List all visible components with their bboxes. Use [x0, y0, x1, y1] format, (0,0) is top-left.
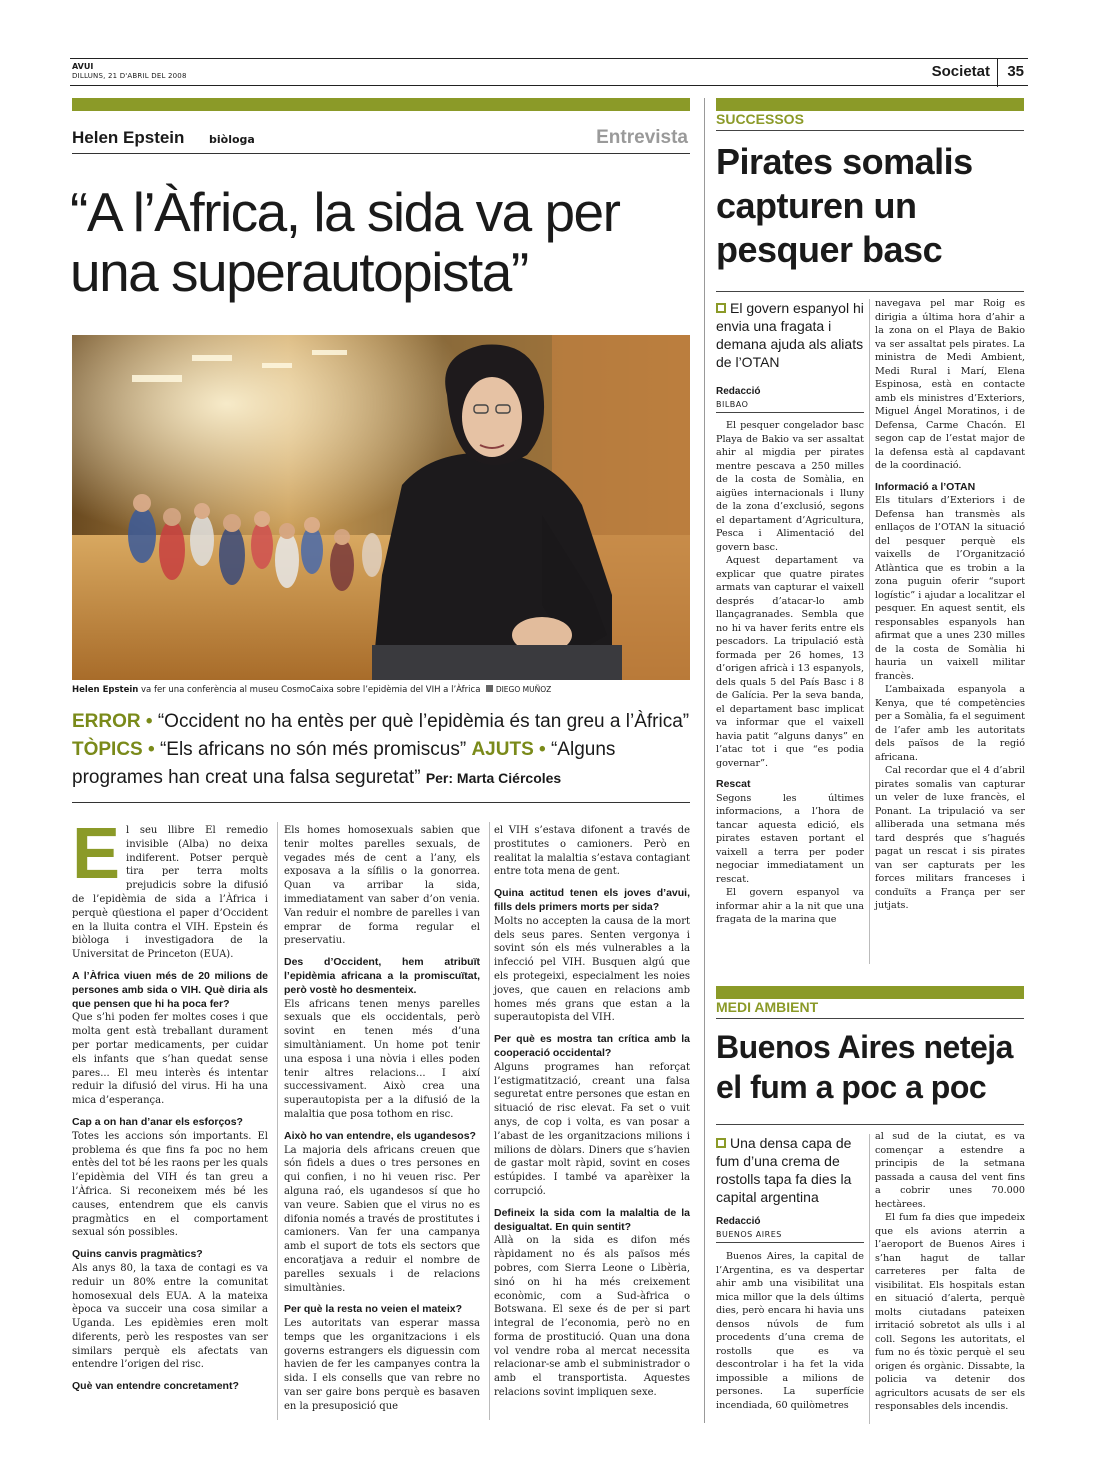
- buenos-summary-text: Una densa capa de fum d’una crema de rostolls tapa fa dies la capital argentina: [716, 1135, 852, 1205]
- deck-bullet-icon: •: [140, 711, 158, 732]
- summary-square-icon: [716, 303, 726, 313]
- article-type: Entrevista: [596, 127, 688, 148]
- paragraph: navegava pel mar Roig es dirigia a última hora d’ahir a la zona on el Playa de Bakio va ser assaltat pels pirates. La ministra de Medi Ambient, Medi Rural i Marí, Elena Espinosa, està en contacte amb els ministres d’Exteriors, Miguel Ángel Moratinos, i de Defensa, Carme Chacón. El segon cap de l’estat major de la defensa està al capdavant de la coordinació.: [875, 298, 1025, 471]
- subhead: Rescat: [716, 778, 751, 790]
- paragraph: El fum fa dies que impedeix que els avions aterrin a l’aeroport de Buenos Aires i s’han hagut de tallar carreteres per falta de visibilitat. Els hospitals estan en situació d’alerta, perquè molts ciutadans pateixen irritació sobretot als ulls i al coll. Segons les autoritats, el fum no és tòxic perquè el seu origen és orgànic. Dissabte, la policia va detenir dos agricultors acusats de ser els responsables dels incendis.: [875, 1212, 1025, 1412]
- answer: Les autoritats van esperar massa temps que les organitzacions i els governs estrangers els diguessin com havien de fer les campanyes contra la sida. I els consells que van rebre no van ser gaire bons perquè es basaven en la presuposició que: [284, 1318, 480, 1412]
- buenos-column-1: [716, 1250, 864, 1412]
- pirates-section-rule: [716, 130, 1024, 131]
- pirates-byline: Redacció: [716, 386, 761, 397]
- deck-text-error: “Occident no ha entès per què l’epidèmia és tan greu a l’Àfrica”: [157, 711, 690, 732]
- question: Què van entendre concretament?: [72, 1380, 239, 1393]
- question: A l’Àfrica viuen més de 20 milions de persones amb sida o VIH. Què diria als que pensen que hi ha poca fer?: [72, 969, 268, 1010]
- question: Això ho van entendre, els ugandesos?: [284, 1129, 476, 1142]
- caption-name: Helen Epstein: [72, 685, 139, 695]
- deck-label-ajuts: AJUTS: [471, 739, 534, 760]
- buenos-column-2: [875, 1130, 1025, 1414]
- buenos-top-bar: [716, 986, 1024, 999]
- buenos-byline-rule: [716, 1242, 864, 1243]
- deck-byline: Per: Marta Ciércoles: [425, 770, 562, 786]
- pirates-summary-text: El govern espanyol hi envia una fragata i demana ajuda als aliats de l’OTAN: [716, 300, 864, 370]
- paragraph: Cal recordar que el 4 d’abril pirates somalis van capturar un veler de luxe francès, el Ponant. La tripulació va ser alliberada una setmana més tard després que s’hagués pagat un rescat i sis pirates van ser capturats per les forces militars franceses i conduïts a França per ser jutjats.: [875, 765, 1025, 911]
- deck-text-topics: “Els africans no són més promiscus”: [159, 739, 467, 760]
- paragraph: El pesquer congelador basc Playa de Bakio va ser assaltat ahir al migdia per pirates mentre pescava a 250 milles de la costa de Somàlia, en aigües internacionals i lluny de la zona d’exclusió, segons el departament d’Agricultura, Pesca i Alimentació del govern basc.: [716, 420, 864, 553]
- interview-headline: “A l’Àfrica, la sida va per una superautopista”: [70, 181, 620, 303]
- paragraph: al sud de la ciutat, es va començar a estendre a principis de la setmana passada a causa del vent fins a cobrir unes 70.000 hectàrees.: [875, 1131, 1025, 1210]
- column-rule: [869, 1134, 870, 1424]
- pirates-dateline: BILBAO: [716, 400, 749, 409]
- interview-column-2: [284, 824, 480, 1414]
- issue-date: DILLUNS, 21 D'ABRIL DEL 2008: [72, 72, 187, 80]
- buenos-section-rule: [716, 1018, 1024, 1019]
- interview-kicker: [72, 126, 690, 154]
- masthead-divider: [997, 59, 998, 87]
- question: Quina actitud tenen els joves d’avui, fills dels primers morts per sida?: [494, 887, 690, 913]
- interview-intro: l seu llibre El remedio invisible (Alba) no deixa indiferent. Potser perquè tira per terra molts prejudicis sobre la difusió de l’epidèmia de sida a l’Àfrica i perquè qüestiona el paper d’Occident en la lluita contra el VIH. Epstein és biòloga i investigadora de la Universitat de Princeton (EUA).: [72, 825, 268, 961]
- answer: Molts no accepten la causa de la mort dels seus pares. Senten vergonya i sovint són els més vulnerables a la infecció pel VIH. Busquen algú que els protegeixi, especialment les noies joves, que cauen en relacions amb homes més grans que estan a la superautopista del VIH.: [494, 915, 690, 1024]
- pirates-top-bar: [716, 98, 1024, 111]
- buenos-headline: Buenos Aires neteja el fum a poc a poc: [716, 1029, 1013, 1105]
- paragraph: Aquest departament va explicar que quatre pirates armats van capturar el vaixell després d’atacar-lo amb llançagranades. Sembla que no hi va haver ferits entre els pescadors. La tripulació està formada per 26 homes, 13 d’origen africà i 13 espanyols, dels quals 5 del País Basc i 8 de Galícia. Per la seva banda, el departament basc implicat va informar que el vaixell havia patit “alguns danys” en l’atac tot i que “es podia governar”.: [716, 555, 864, 769]
- paragraph: Segons les últimes informacions, a l’hora de tancar aquesta edició, els pirates estaven portant el vaixell a terra per poder negociar immediatament un rescat.: [716, 792, 864, 885]
- masthead: [70, 58, 1028, 86]
- interview-top-bar: [72, 98, 690, 111]
- question: Cap a on han d’anar els esforços?: [72, 1115, 243, 1128]
- deck-label-topics: TÒPICS: [72, 739, 143, 760]
- answer: el VIH s’estava difonent a través de prostitutes o camioners. Però en realitat la malaltia s’estava contagiant entre tota mena de gent.: [494, 825, 690, 878]
- photo-credit: DIEGO MUÑOZ: [495, 685, 552, 694]
- pirates-summary: [716, 299, 864, 371]
- pirates-byline-rule: [716, 412, 864, 413]
- question: Per què la resta no veien el mateix?: [284, 1303, 462, 1316]
- deck-bullet-icon: •: [533, 739, 551, 760]
- column-rule: [489, 822, 490, 1420]
- question: Quins canvis pragmàtics?: [72, 1248, 203, 1261]
- interview-column-3: [494, 824, 690, 1400]
- buenos-section-label: MEDI AMBIENT: [716, 999, 819, 1015]
- paragraph: Els titulars d’Exteriors i de Defensa han transmès als enllaços de l’OTAN la situació del pesquer perquè els vaixells de l’Organització Atlàntica que es trobin a la zona puguin oferir “suport logístic” i ajudar a localitzar el pesquer. En aquest sentit, els responsables espanyols han afirmat que a unes 230 milles de la costa de Somàlia hi hauria un vaixell militar francès.: [875, 495, 1025, 682]
- paper-name: AVUI: [72, 62, 94, 71]
- column-rule: [277, 822, 278, 1420]
- paragraph: Buenos Aires, la capital de l’Argentina, es va despertar ahir amb una visibilitat una mica millor que la dels últims dies, però encara hi havia uns densos núvols de fum procedents d’una crema de rostolls que es va descontrolar i ha fet la vida impossible a milions de persones. La superfície incendiada, 60 quilòmetres: [716, 1251, 864, 1411]
- answer: Que s’hi poden fer moltes coses i que molta gent està treballant durament per portar medicaments, per cuidar els infants que s’han quedat sense pares... El meu interès és intentar reduir la difusió del virus. Hi ha una mica d’esperança.: [72, 1012, 268, 1107]
- pirates-column-1: [716, 419, 864, 927]
- page-number: 35: [1007, 63, 1024, 80]
- dropcap: E: [72, 814, 121, 894]
- interviewee-name: Helen Epstein: [72, 128, 185, 147]
- page-column-rule: [704, 98, 705, 1423]
- answer: Alguns programes han reforçat l’estigmatització, creant una falsa seguretat entre persones que estan en situació de risc elevat. Fa set o vuit anys, de cop i volta, es van posar a l’abast de les organitzacions milions i milions de dòlars. Diners que s’havien de gastar molt ràpid, sovint en coses estúpides. I també va aparèixer la corrupció.: [494, 1061, 690, 1197]
- pirates-column-2: [875, 297, 1025, 913]
- buenos-dateline: BUENOS AIRES: [716, 1230, 782, 1239]
- column-rule: [869, 299, 870, 964]
- paragraph: El govern espanyol va informar ahir a la nit que una fragata de la marina que: [716, 887, 864, 925]
- interviewee-role: biòloga: [209, 133, 255, 146]
- answer: Totes les accions són importants. El problema és que fins fa poc no hem entès del tot bé les raons per les quals l’epidèmia del VIH és tan greu a l’Àfrica. Si reconeixem més bé les causes, entendrem que els canvis pragmàtics en el comportament sexual són possibles.: [72, 1130, 268, 1239]
- interview-photo: [72, 335, 690, 680]
- photo-caption: [72, 685, 690, 695]
- deck-rule: [72, 802, 690, 803]
- question: Defineix la sida com la malaltia de la desigualtat. En quin sentit?: [494, 1206, 690, 1233]
- paragraph: L’ambaixada espanyola a Kenya, que té competències per a Somàlia, fa el seguiment de l’afer amb les autoritats dels països de la regió africana.: [875, 684, 1025, 763]
- caption-square-icon: [486, 685, 493, 692]
- question: Per què es mostra tan crítica amb la cooperació occidental?: [494, 1033, 690, 1059]
- interview-deck: [72, 708, 692, 792]
- answer: Allà on la sida es difon més ràpidament no és als països més pobres, com Sierra Leone o Libèria, sinó on hi ha més creixement econòmic, com a Sud-àfrica o Botswana. El sexe és de per si part integral de l’economia, però no en forma de prostitució. Quan una dona vol vendre roba al mercat necessita relacionar-se amb el subministrador o amb el transportista. Aquestes relacions sovint impliquen sexe.: [494, 1235, 690, 1399]
- caption-text: va fer una conferència al museu CosmoCaixa sobre l’epidèmia del VIH a l’Àfrica: [138, 685, 481, 695]
- summary-square-icon: [716, 1138, 726, 1148]
- answer: Als anys 80, la taxa de contagi es va reduir un 80% entre la comunitat homosexual dels EUA. A la mateixa època va succeir una cosa similar a Uganda. Les epidèmies eren molt diferents, però les respostes van ser similars perquè els afectats van entendre l’origen del risc.: [72, 1262, 268, 1371]
- buenos-summary: [716, 1134, 864, 1206]
- section-name: Societat: [931, 63, 990, 80]
- buenos-headline-rule: [716, 1124, 1024, 1125]
- subhead: Informació a l’OTAN: [875, 480, 976, 493]
- answer: Els africans tenen menys parelles sexuals que els occidentals, però sovint en tenen més d’una simultàniament. Un home pot tenir una esposa i una nòvia i elles poden tenir altres relacions... I així successivament. Això crea una superautopista per a la difusió de la malaltia que posa tothom en risc.: [284, 998, 480, 1120]
- deck-label-error: ERROR: [72, 711, 141, 732]
- pirates-headline-rule: [716, 291, 1024, 292]
- deck-bullet-icon: •: [142, 739, 160, 760]
- interview-column-1: [72, 814, 268, 1394]
- photo-illustration: [72, 335, 690, 680]
- deck-text-ajuts: “Alguns programes han creat una falsa seguretat”: [72, 739, 616, 788]
- pirates-headline: Pirates somalis capturen un pesquer basc: [716, 141, 973, 270]
- question: Des d’Occident, hem atribuït l’epidèmia africana a la promiscuïtat, però vostè ho desmenteix.: [284, 956, 480, 996]
- answer: Els homes homosexuals sabien que tenir moltes parelles sexuals, de vegades més de cent a l’any, els exposava a la sífilis o la gonorrea. Quan va arribar la sida, immediatament van saber d’on venia. Van reduir el nombre de parelles i van emprar de forma regular el preservatiu.: [284, 825, 480, 947]
- answer: La majoria dels africans creuen que són fidels a dues o tres persones en qui confien, i no hi veuen risc. Per alguna raó, els ugandesos sí que ho van veure. Sabien que el virus no es difonia només a través de prostitutes i camioners. Van fer una campanya amb el suport de tots els sectors que encoratjava a reduir el nombre de parelles sexuals i de relacions simultànies.: [284, 1144, 480, 1294]
- buenos-byline: Redacció: [716, 1216, 761, 1227]
- pirates-section-label: SUCCESSOS: [716, 111, 804, 127]
